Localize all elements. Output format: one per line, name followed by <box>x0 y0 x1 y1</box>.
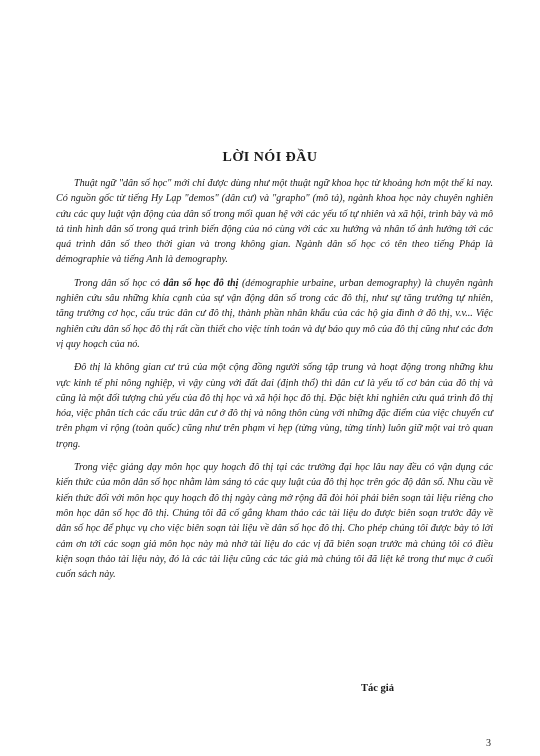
author-signature: Tác giả <box>361 683 394 694</box>
paragraph-2-bold-term: dân số học đô thị <box>163 277 239 289</box>
paragraph-3-text: Đô thị là không gian cư trú của một cộng đồng người sống tập trung và hoạt động trong những khu vực kinh tế phi nông nghiệp, vì vậy cùng với đất đai (định thổ) thì dân cư là yếu tố cơ bản của đô thị và cũng là một đối tượng chủ yếu của đô thị học và xã hội học đô thị. Đặc biệt khi nghiên cứu quá trình đô thị hóa, việc phân tích các cấu trúc dân cư ở đô thị và nông thôn cùng với những đặc điểm của việc chuyển cư trên phạm vi rộng (toàn quốc) cũng như trên phạm vi hẹp (từng vùng, từng tỉnh) luôn giữ một vai trò quan trọng. <box>56 362 493 450</box>
paragraph-2-text-start: Trong dân số học có <box>74 277 164 289</box>
paragraph-1-text: Thuật ngữ "dân số học" mới chỉ được dùng như một thuật ngữ khoa học từ khoảng hơn một thế kỉ nay. Có nguồn gốc từ tiếng Hy Lạp "demos" (dân cư) và "grapho" (mô tả), ngành khoa học này chuyên nghiên cứu các quy luật vận động của dân số trong mối quan hệ với các yếu tố tự nhiên và xã hội, trình bày và mô tả tình hình dân số trong quá trình biến động của nó cùng với các xu hướng và nhân tố ảnh hưởng tới các quá trình dân số theo thời gian và trong không gian. Ngành dân số học có tên theo tiếng Pháp là démographie và tiếng Anh là demography. <box>56 178 493 266</box>
page-number: 3 <box>486 738 491 749</box>
paragraph-1 <box>56 176 493 268</box>
paragraph-4-text: Trong việc giảng dạy môn học quy hoạch đô thị tại các trường đại học lâu nay đều có vận dụng các kiến thức của môn dân số học nhằm làm sáng tỏ các quy luật của đô thị học trên góc độ dân số. Nhu cầu về kiến thức đối với môn học quy hoạch đô thị ngày càng mở rộng đã đòi hỏi phải biên soạn tài liệu riêng cho môn học dân số học đô thị. Chúng tôi đã cố gắng kham thảo các tài liệu do được biên soạn trước đây về dân số học để phục vụ cho việc biên soạn tài liệu về dân số học đô thị. Cho phép chúng tôi được bày tỏ lời cảm ơn tới các soạn giả môn học này mà nhờ tài liệu do các vị đã biên soạn trước mà chúng tôi có điều kiện soạn thảo tài liệu này, đó là các tài liệu cũng các tác giả mà chúng tôi đã liệt kê trong thư mục ở cuối cuốn sách này. <box>56 462 493 581</box>
paragraph-4 <box>56 460 493 582</box>
paragraph-2 <box>56 276 493 352</box>
paragraph-2-text-end: (démographie urbaine, urban demography) là chuyên ngành nghiên cứu sâu những khía cạnh của sự vận động dân số trong các đô thị, như sự tăng trưởng tự nhiên, tăng trưởng cơ học, cấu trúc dân cư đô thị, thành phần nhân khẩu của các hộ gia đình ở đô thị, v.v... Việc nghiên cứu dân số học đô thị rất cần thiết cho việc tính toán và dự báo quy mô của đô thị cũng như các đơn vị quy hoạch của nó. <box>56 277 493 350</box>
paragraph-3 <box>56 360 493 452</box>
page-title: LỜI NÓI ĐẦU <box>222 150 318 165</box>
document-body <box>56 176 493 590</box>
